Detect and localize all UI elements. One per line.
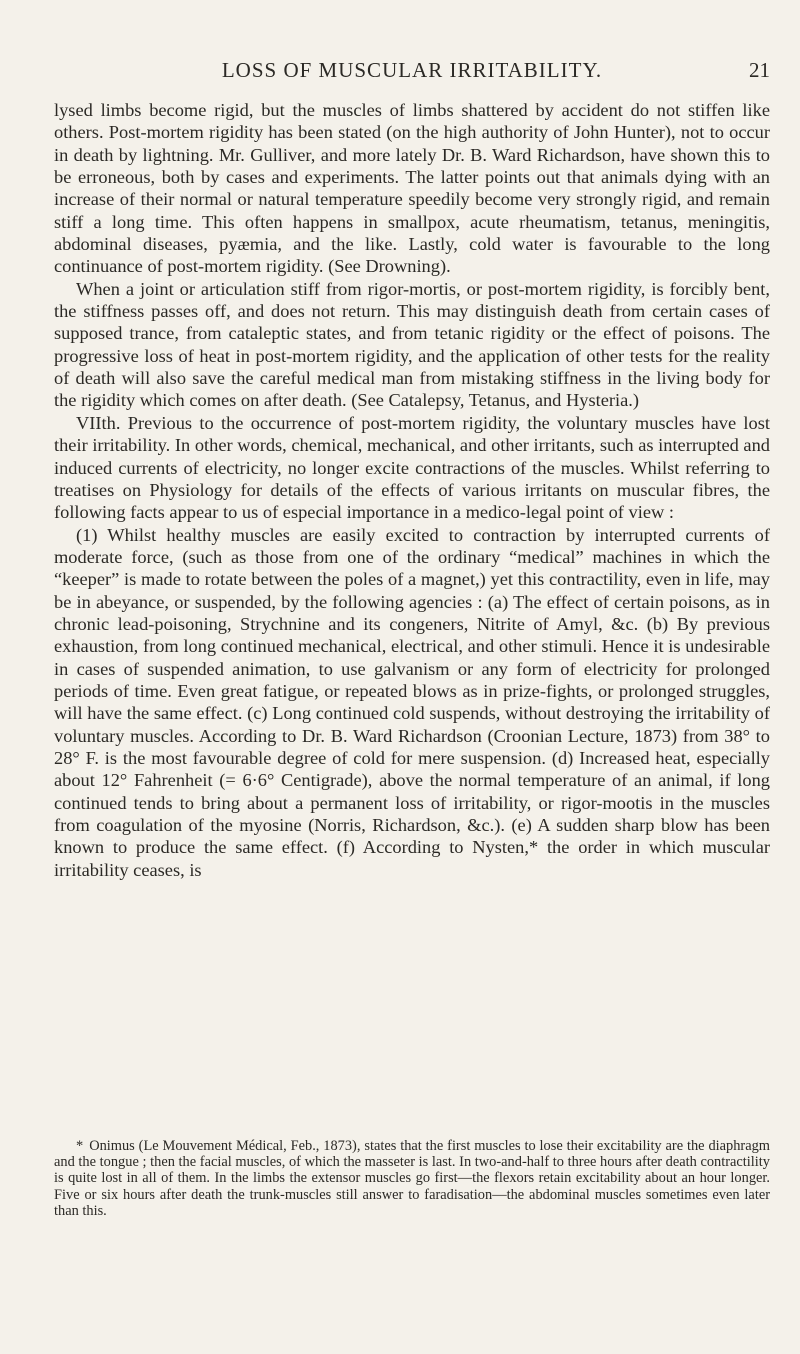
footnote-paragraph [54,1138,770,1219]
paragraph-2: When a joint or articulation stiff from rigor-mortis, or post-mortem rigidity, is forcibly bent, the stiffness passes off, and does not return. This may distinguish death from certain cases of supposed trance, from cataleptic states, and from tetanic rigidity or the effect of poisons. The progressive loss of heat in post-mortem rigidity, and the application of other tests for the reality of death will also save the careful medical man from mistaking stiffness in the living body for the rigidity which comes on after death. (See Catalepsy, Tetanus, and Hysteria.) [54,278,770,411]
footnote-text: Onimus (Le Mouvement Médical, Feb., 1873), states that the first muscles to lose their excitability are the diaphragm and the tongue ; then the facial muscles, of which the masseter is last. In two-and-half to three hours after death contractility is quite lost in all of them. In the limbs the extensor muscles go first—the flexors retain excitability about an hour longer. Five or six hours after death the trunk-muscles still answer to faradisation—the abdominal muscles sometimes even later than this. [54,1138,770,1219]
body-text [54,99,770,881]
footnote-marker: * [76,1138,84,1154]
page-number: 21 [749,58,770,82]
paragraph-3: VIIth. Previous to the occurrence of post-mortem rigidity, the voluntary muscles have lost their irritability. In other words, chemical, mechanical, and other irritants, such as interrupted and induced currents of electricity, no longer excite contractions of the muscles. Whilst referring to treatises on Physiology for details of the effects of various irritants on muscular fibres, the following facts appear to us of especial importance in a medico-legal point of view : [54,412,770,523]
running-title: LOSS OF MUSCULAR IRRITABILITY. [221,58,603,82]
paragraph-4: (1) Whilst healthy muscles are easily excited to contraction by interrupted currents of moderate force, (such as those from one of the ordinary “medical” machines in which the “keeper” is made to rotate between the poles of a magnet,) yet this contractility, even in life, may be in abeyance, or suspended, by the following agencies : (a) The effect of certain poisons, as in chronic lead-poisoning, Strychnine and its congeners, Nitrite of Amyl, &c. (b) By previous exhaustion, from long continued mechanical, electrical, and other stimuli. Hence it is undesirable in cases of suspended animation, to use galvanism or any form of electricity for prolonged periods of time. Even great fatigue, or repeated blows as in prize-fights, or prolonged struggles, will have the same effect. (c) Long continued cold suspends, without destroying the irritability of voluntary muscles. According to Dr. B. Ward Richardson (Croonian Lecture, 1873) from 38° to 28° F. is the most favourable degree of cold for mere suspension. (d) Increased heat, especially about 12° Fahrenheit (= 6·6° Centigrade), above the normal temperature of an animal, if long continued tends to bring about a permanent loss of irritability, or rigor-mootis in the muscles from coagulation of the myosine (Norris, Richardson, &c.). (e) A sudden sharp blow has been known to produce the same effect. (f) According to Nysten,* the order in which muscular irritability ceases, is [54,524,770,880]
footnote [54,1138,770,1219]
running-head [54,58,770,88]
paragraph-1: lysed limbs become rigid, but the muscles of limbs shattered by accident do not stiffen like others. Post-mortem rigidity has been stated (on the high authority of John Hunter), not to occur in death by lightning. Mr. Gulliver, and more lately Dr. B. Ward Richardson, have shown this to be erroneous, both by cases and experiments. The latter points out that animals dying with an increase of their normal or natural temperature speedily become very strongly rigid, and remain stiff a long time. This often happens in smallpox, acute rheumatism, tetanus, meningitis, abdominal diseases, pyæmia, and the like. Lastly, cold water is favourable to the long continuance of post-mortem rigidity. (See Drowning). [54,100,770,277]
